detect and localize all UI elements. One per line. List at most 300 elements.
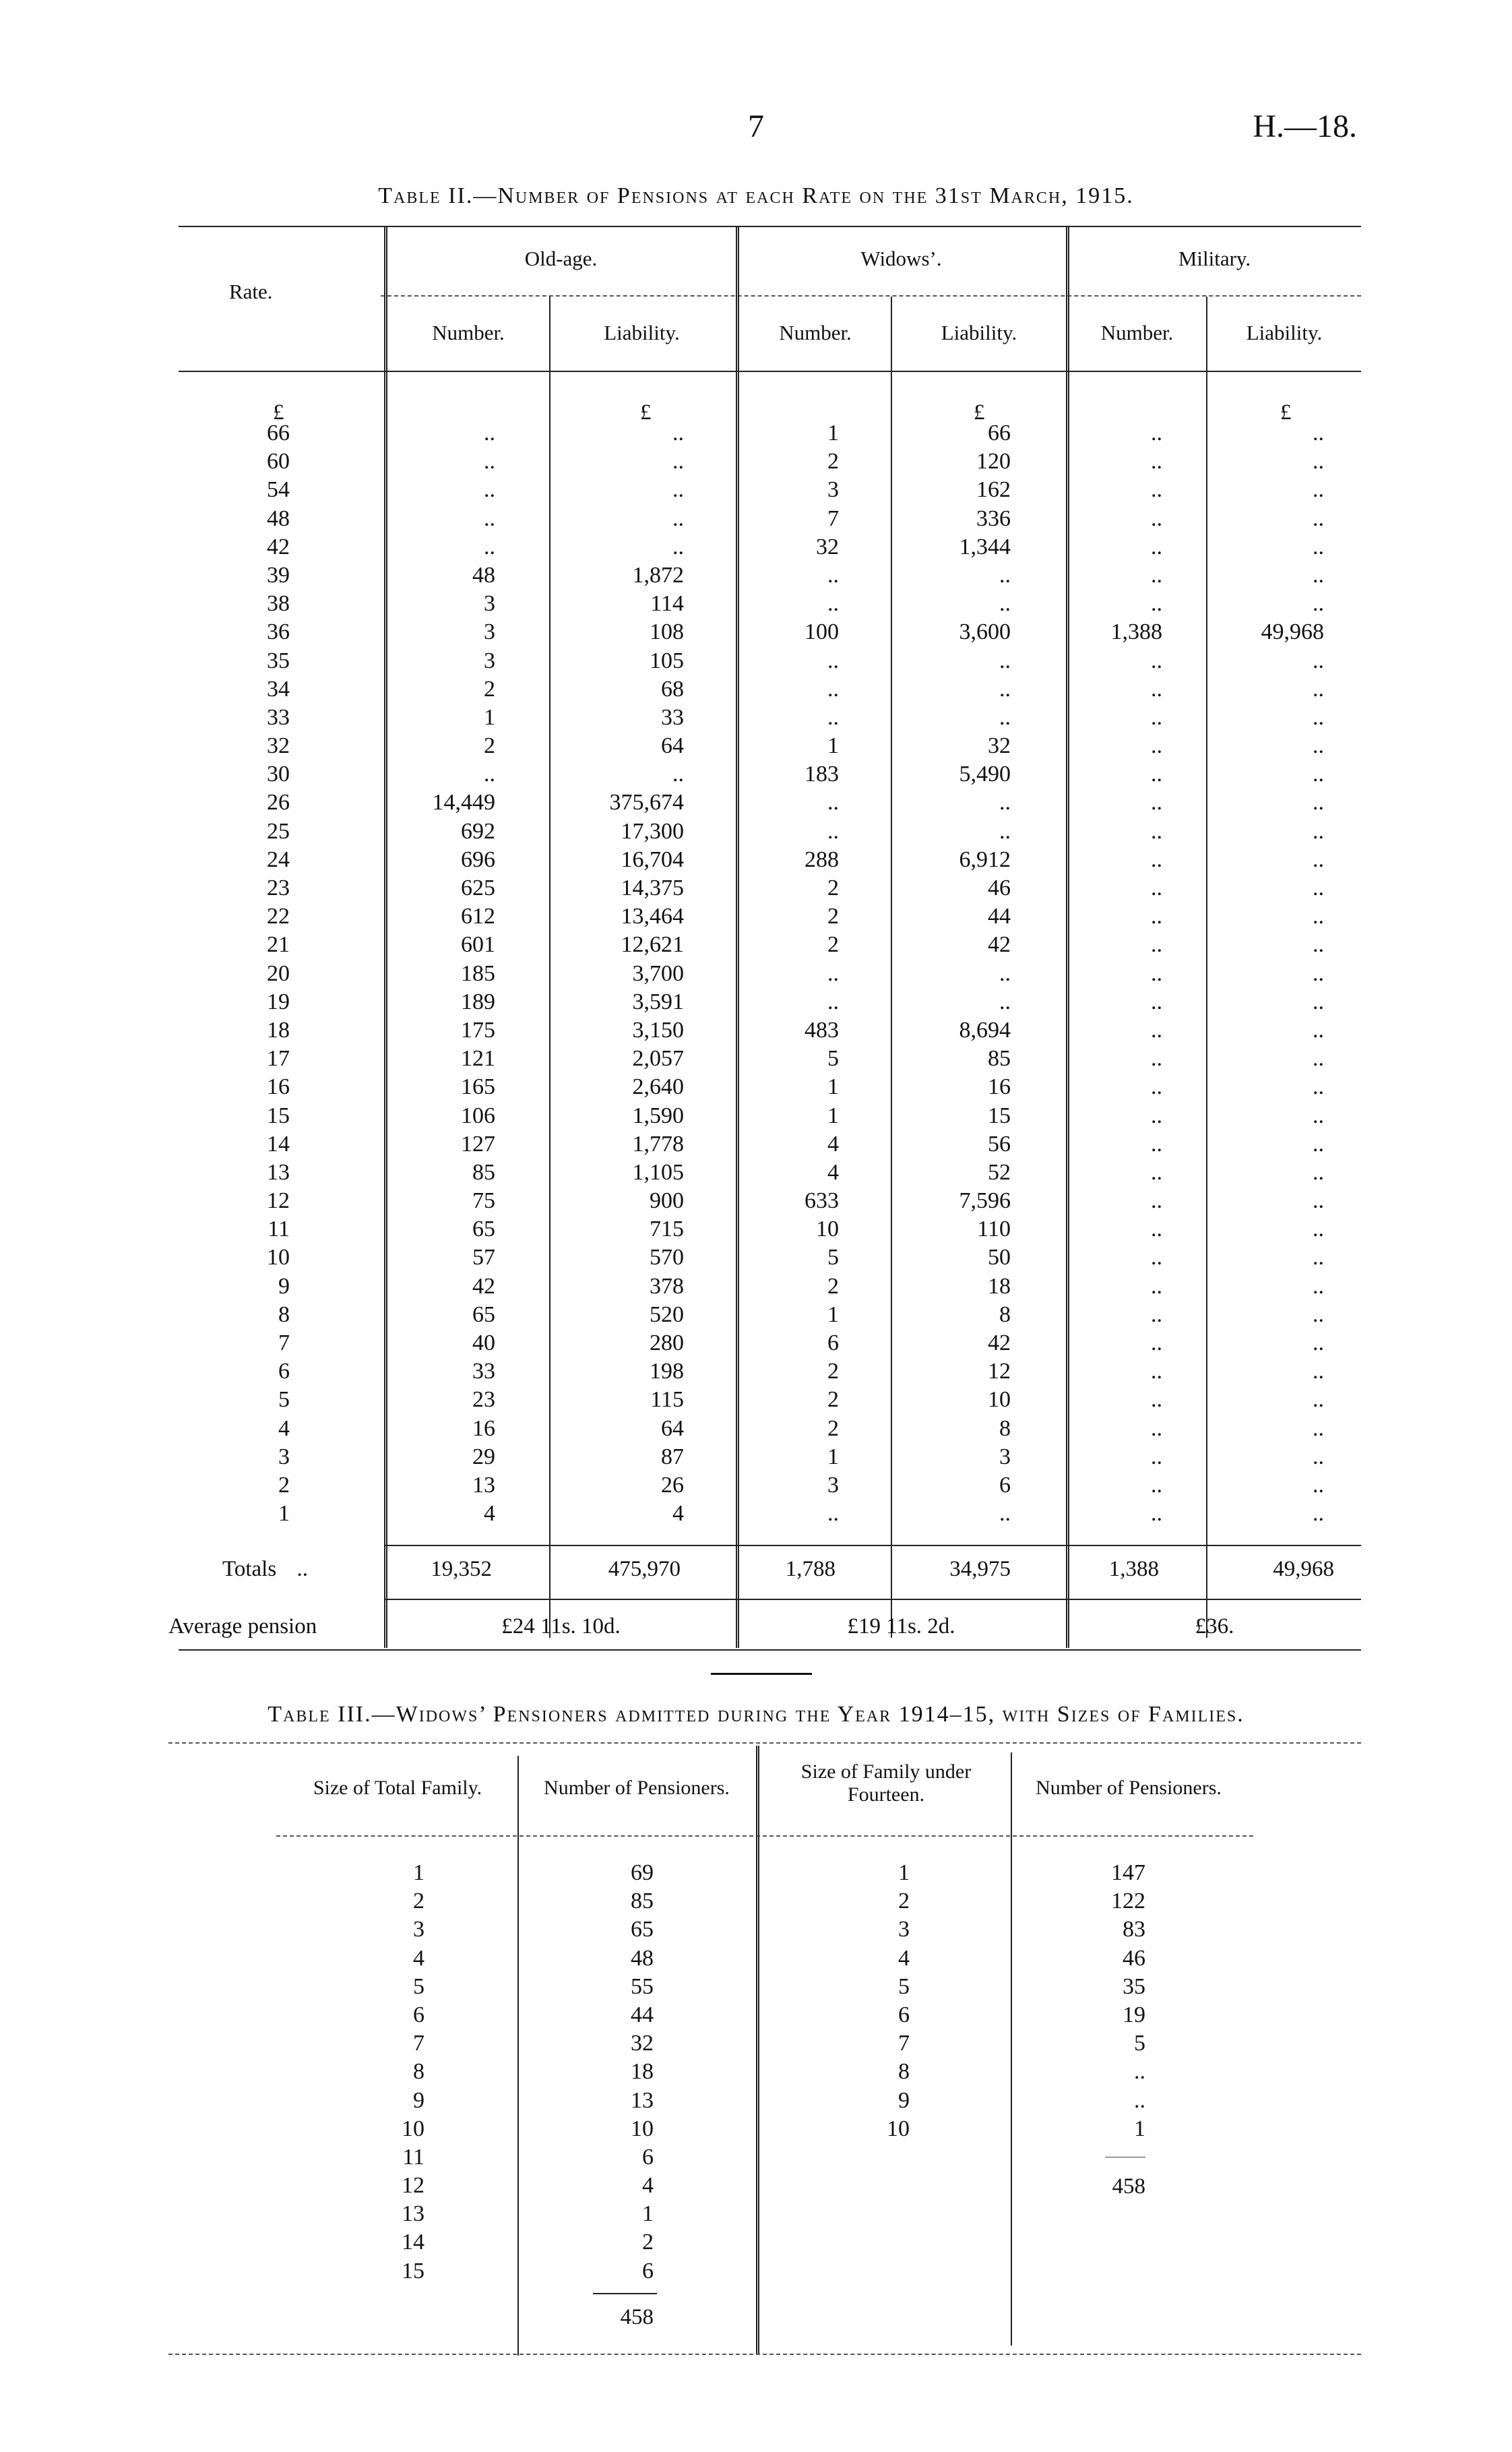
widows-number-cell: 3 — [827, 1472, 839, 1498]
widows-liability-cell: 18 — [988, 1273, 1011, 1299]
old-age-header: Old-age. — [524, 247, 598, 270]
oldage-liability-cell: 87 — [661, 1444, 684, 1469]
totals-widows-liability: 34,975 — [949, 1557, 1011, 1581]
pensioners2-header: Number of Pensioners. — [1036, 1777, 1222, 1799]
widows-liability-cell: .. — [999, 1501, 1011, 1527]
under-fourteen-pensioners-cell: 1 — [1134, 2116, 1145, 2141]
widows-liability-cell: .. — [999, 790, 1011, 816]
rate-cell: 1 — [278, 1501, 290, 1527]
oldage-liability-cell: 114 — [650, 591, 684, 617]
rate-cell: 10 — [267, 1245, 290, 1270]
military-liability-cell: .. — [1313, 1359, 1324, 1384]
totals-oldage-liability: 475,970 — [608, 1557, 681, 1581]
rate-cell: 42 — [267, 534, 290, 559]
widows-number-cell: .. — [827, 648, 839, 673]
military-header: Military. — [1178, 247, 1251, 270]
total-family-size-cell: 8 — [413, 2059, 424, 2085]
widows-number-cell: 2 — [827, 1415, 839, 1441]
military-number-cell: .. — [1151, 1273, 1162, 1299]
military-liability-cell: .. — [1313, 676, 1324, 702]
rate-header: Rate. — [229, 280, 273, 303]
military-liability-cell: .. — [1313, 648, 1324, 673]
under-fourteen-size-cell: 4 — [898, 1945, 910, 1971]
rate-cell: 20 — [267, 960, 290, 986]
widows-number-cell: 183 — [805, 762, 839, 787]
table2-bottom-rule — [179, 1649, 1361, 1651]
table2-top-rule — [179, 226, 1361, 227]
widows-number-column — [761, 419, 839, 1528]
military-liability-cell: .. — [1313, 562, 1324, 588]
widows-liability-cell: 42 — [988, 1330, 1011, 1355]
widows-liability-cell: 120 — [976, 449, 1011, 474]
total-family-size-cell: 2 — [413, 1889, 424, 1914]
total-family-size-cell: 4 — [413, 1945, 424, 1971]
under-fourteen-pensioners-cell: .. — [1134, 2059, 1145, 2085]
oldage-liability-cell: 1,590 — [632, 1103, 684, 1128]
oldage-liability-cell: 3,700 — [632, 960, 684, 986]
widows-liability-header: Liability. — [941, 321, 1017, 344]
oldage-liability-cell: 16,704 — [621, 847, 684, 872]
under-fourteen-pensioners-cell: 83 — [1123, 1917, 1145, 1942]
widows-liability-cell: 162 — [976, 477, 1011, 503]
oldage-number-cell: 40 — [472, 1330, 495, 1355]
total-family-size-cell: 10 — [402, 2116, 424, 2141]
widows-liability-cell: 3,600 — [959, 619, 1011, 645]
military-number-cell: .. — [1151, 1103, 1162, 1128]
military-liability-column — [1213, 419, 1324, 1528]
oldage-number-cell: 57 — [472, 1245, 495, 1270]
military-number-cell: .. — [1151, 1188, 1162, 1214]
military-number-cell: .. — [1151, 1330, 1162, 1355]
family-under-fourteen-header: Size of Family under Fourteen. — [800, 1760, 972, 1806]
table3-header-rule — [276, 1835, 1253, 1837]
widows-number-cell: 5 — [827, 1245, 839, 1270]
rate-cell: 16 — [267, 1074, 290, 1100]
widows-number-cell: .. — [827, 1501, 839, 1527]
oldage-number-cell: .. — [484, 421, 495, 446]
oldage-number-cell: 601 — [461, 932, 495, 958]
under-fourteen-size-cell: 10 — [887, 2116, 910, 2141]
oldage-number-cell: 16 — [472, 1415, 495, 1441]
military-liability-cell: .. — [1313, 449, 1324, 474]
oldage-liability-cell: 108 — [650, 619, 684, 645]
oldage-number-cell: 625 — [461, 876, 495, 900]
oldage-liability-header: Liability. — [604, 321, 680, 344]
rate-cell: 21 — [267, 932, 290, 958]
rate-cell: 36 — [267, 619, 290, 645]
widows-number-cell: 3 — [827, 477, 839, 503]
military-number-cell: .. — [1151, 676, 1162, 702]
oldage-liability-cell: 715 — [650, 1217, 684, 1242]
total-family-header: Size of Total Family. — [313, 1777, 482, 1799]
oldage-number-cell: 692 — [461, 818, 495, 844]
oldage-liability-cell: 3,591 — [632, 989, 684, 1014]
oldage-number-cell: .. — [484, 477, 495, 503]
widows-liability-cell: .. — [999, 818, 1011, 844]
military-number-cell: .. — [1151, 847, 1162, 872]
totals-military-liability: 49,968 — [1273, 1557, 1334, 1581]
total-family-pensioners-cell: 18 — [631, 2059, 654, 2085]
military-liability-cell: .. — [1313, 477, 1324, 503]
pensioners-header: Number of Pensioners. — [544, 1777, 730, 1799]
widows-number-cell: .. — [827, 960, 839, 986]
oldage-liability-cell: 17,300 — [621, 818, 684, 844]
average-oldage: £24 11s. 10d. — [501, 1614, 621, 1638]
oldage-liability-cell: 378 — [650, 1273, 684, 1299]
military-liability-cell: .. — [1313, 534, 1324, 559]
total-family-sum: 458 — [620, 2305, 654, 2329]
widows-liability-cell: 32 — [988, 733, 1011, 759]
widows-number-cell: 10 — [816, 1217, 839, 1242]
military-liability-cell: .. — [1313, 790, 1324, 816]
rate-column — [243, 419, 290, 1528]
oldage-liability-cell: 14,375 — [621, 876, 684, 900]
oldage-number-cell: .. — [484, 534, 495, 559]
average-military: £36. — [1195, 1614, 1234, 1638]
rate-cell: 30 — [267, 762, 290, 787]
widows-number-cell: 6 — [827, 1330, 839, 1355]
total-family-size-cell: 12 — [402, 2173, 424, 2199]
widows-liability-cell: .. — [999, 591, 1011, 617]
rate-cell: 34 — [267, 676, 290, 702]
totals-widows-number: 1,788 — [785, 1557, 836, 1581]
table3-bottom-rule — [168, 2354, 1361, 2355]
military-number-cell: .. — [1151, 989, 1162, 1014]
military-liability-cell: .. — [1313, 1074, 1324, 1100]
military-number-cell: .. — [1151, 1017, 1162, 1043]
oldage-pound-sign: £ — [640, 400, 652, 425]
oldage-number-cell: .. — [484, 505, 495, 531]
widows-liability-cell: .. — [999, 960, 1011, 986]
oldage-liability-cell: 1,778 — [632, 1131, 684, 1157]
military-liability-cell: .. — [1313, 1046, 1324, 1072]
totals-military-number: 1,388 — [1108, 1557, 1159, 1581]
oldage-liability-cell: 520 — [650, 1301, 684, 1327]
widows-liability-cell: .. — [999, 704, 1011, 730]
oldage-number-cell: 42 — [472, 1273, 495, 1299]
total-family-pensioners-cell: 6 — [642, 2258, 654, 2284]
oldage-liability-cell: .. — [672, 449, 684, 474]
oldage-number-header: Number. — [432, 321, 505, 344]
military-liability-cell: .. — [1313, 1472, 1324, 1498]
widows-liability-cell: 16 — [988, 1074, 1011, 1100]
oldage-number-cell: 33 — [472, 1359, 495, 1384]
total-family-size-column — [384, 1859, 424, 2286]
military-number-column — [1078, 419, 1162, 1528]
military-liability-cell: .. — [1313, 1415, 1324, 1441]
widows-number-cell: .. — [827, 989, 839, 1014]
total-family-size-cell: 6 — [413, 2002, 424, 2027]
under-fourteen-sum: 458 — [1112, 2174, 1145, 2199]
widows-liability-cell: 7,596 — [959, 1188, 1011, 1214]
total-family-pensioners-cell: 2 — [642, 2230, 654, 2255]
oldage-number-cell: 121 — [461, 1046, 495, 1072]
military-liability-cell: .. — [1313, 1217, 1324, 1242]
under-fourteen-size-cell: 8 — [898, 2059, 910, 2085]
military-number-cell: .. — [1151, 1472, 1162, 1498]
widows-number-cell: 2 — [827, 1359, 839, 1384]
widows-number-cell: .. — [827, 818, 839, 844]
total-family-pensioners-cell: 44 — [631, 2002, 654, 2027]
totals-label: Totals .. — [222, 1557, 308, 1581]
military-liability-cell: .. — [1313, 1131, 1324, 1157]
oldage-number-cell: 106 — [461, 1103, 495, 1128]
oldage-liability-cell: 280 — [650, 1330, 684, 1355]
total-family-pensioners-cell: 55 — [631, 1973, 654, 1999]
military-liability-cell: 49,968 — [1261, 619, 1324, 645]
military-number-cell: .. — [1151, 1501, 1162, 1527]
widows-number-cell: 4 — [827, 1131, 839, 1157]
widows-liability-cell: 8 — [999, 1301, 1011, 1327]
oldage-liability-cell: 13,464 — [621, 904, 684, 929]
rate-cell: 48 — [267, 505, 290, 531]
widows-liability-cell: 8 — [999, 1415, 1011, 1441]
widows-liability-cell: 8,694 — [959, 1017, 1011, 1043]
oldage-liability-cell: .. — [672, 534, 684, 559]
table2-header-rule — [179, 371, 1361, 372]
military-number-cell: .. — [1151, 790, 1162, 816]
under-fourteen-pensioners-cell: 5 — [1134, 2031, 1145, 2056]
oldage-liability-cell: 12,621 — [621, 932, 684, 958]
military-number-cell: .. — [1151, 1444, 1162, 1469]
military-number-cell: .. — [1151, 932, 1162, 958]
oldage-liability-cell: 3,150 — [632, 1017, 684, 1043]
rate-cell: 25 — [267, 818, 290, 844]
military-number-cell: .. — [1151, 1415, 1162, 1441]
total-family-pensioners-cell: 85 — [631, 1889, 654, 1914]
military-number-cell: .. — [1151, 733, 1162, 759]
military-number-header: Number. — [1100, 321, 1174, 344]
widows-liability-cell: 50 — [988, 1245, 1011, 1270]
military-number-cell: .. — [1151, 1359, 1162, 1384]
total-family-pensioners-cell: 13 — [631, 2087, 654, 2113]
rate-cell: 54 — [267, 477, 290, 503]
under-fourteen-size-cell: 5 — [898, 1973, 910, 1999]
military-liability-cell: .. — [1313, 818, 1324, 844]
military-liability-cell: .. — [1313, 989, 1324, 1014]
average-label: Average pension — [168, 1614, 317, 1638]
total-family-pensioners-cell: 4 — [642, 2173, 654, 2199]
total-family-pensioners-cell: 69 — [631, 1860, 654, 1885]
military-number-cell: .. — [1151, 449, 1162, 474]
oldage-number-cell: 65 — [472, 1301, 495, 1327]
military-liability-cell: .. — [1313, 762, 1324, 787]
oldage-liability-cell: .. — [672, 762, 684, 787]
widows-header: Widows’. — [860, 247, 942, 270]
under-fourteen-pensioners-cell: 122 — [1111, 1889, 1145, 1914]
military-number-cell: .. — [1151, 1301, 1162, 1327]
widows-number-cell: 5 — [827, 1046, 839, 1072]
rate-cell: 13 — [267, 1159, 290, 1185]
table2-vrule-widows-mid — [891, 297, 892, 1638]
rate-cell: 7 — [278, 1330, 290, 1355]
oldage-number-cell: 3 — [484, 648, 495, 673]
widows-liability-cell: .. — [999, 562, 1011, 588]
military-number-cell: .. — [1151, 421, 1162, 446]
military-number-cell: .. — [1151, 1131, 1162, 1157]
widows-liability-cell: 110 — [977, 1217, 1011, 1242]
military-liability-cell: .. — [1313, 1301, 1324, 1327]
totals-top-rule — [384, 1545, 1361, 1546]
oldage-number-cell: 612 — [461, 904, 495, 929]
military-liability-cell: .. — [1313, 847, 1324, 872]
military-liability-cell: .. — [1313, 1159, 1324, 1185]
rate-cell: 60 — [267, 449, 290, 474]
widows-liability-cell: 1,344 — [959, 534, 1011, 559]
widows-number-cell: 2 — [827, 1273, 839, 1299]
page-number: 7 — [748, 109, 764, 144]
oldage-liability-cell: .. — [672, 505, 684, 531]
military-liability-cell: .. — [1313, 591, 1324, 617]
widows-number-cell: .. — [827, 704, 839, 730]
table2-vrule-military-mid — [1206, 297, 1207, 1638]
pensioners-sum-rule — [593, 2293, 657, 2294]
under-fourteen-pensioners-cell: 46 — [1123, 1945, 1145, 1971]
oldage-number-cell: 65 — [472, 1217, 495, 1242]
military-number-cell: .. — [1151, 1245, 1162, 1270]
widows-liability-cell: 46 — [988, 876, 1011, 900]
widows-number-cell: 100 — [805, 619, 839, 645]
table3-title: Table III.—Widows’ Pensioners admitted during the Year 1914–15, with Sizes of Families. — [267, 1702, 1245, 1727]
widows-number-cell: .. — [827, 676, 839, 702]
under-fourteen-size-cell: 7 — [898, 2031, 910, 2056]
oldage-number-cell: 127 — [461, 1131, 495, 1157]
military-liability-cell: .. — [1313, 505, 1324, 531]
widows-liability-cell: .. — [999, 989, 1011, 1014]
total-family-pensioners-cell: 65 — [631, 1917, 654, 1942]
widows-liability-cell: 5,490 — [959, 762, 1011, 787]
oldage-liability-cell: 198 — [650, 1359, 684, 1384]
table2-vrule-rate — [384, 226, 387, 1648]
widows-number-cell: 32 — [816, 534, 839, 559]
military-number-cell: .. — [1151, 1217, 1162, 1242]
under-fourteen-size-cell: 1 — [898, 1860, 910, 1885]
widows-liability-cell: .. — [999, 676, 1011, 702]
oldage-liability-cell: 2,057 — [632, 1046, 684, 1072]
total-family-size-cell: 7 — [413, 2031, 424, 2056]
total-family-size-cell: 1 — [413, 1860, 424, 1885]
oldage-liability-cell: 2,640 — [632, 1074, 684, 1100]
table3-vrule-3 — [1011, 1752, 1012, 2346]
military-number-cell: .. — [1151, 1074, 1162, 1100]
under-fourteen-pensioners-cell: 35 — [1123, 1973, 1145, 1999]
widows-liability-column — [916, 419, 1011, 1528]
under-fourteen-pensioners-cell: 19 — [1123, 2002, 1145, 2027]
oldage-number-cell: 13 — [472, 1472, 495, 1498]
military-liability-cell: .. — [1313, 1245, 1324, 1270]
section-separator — [711, 1673, 812, 1675]
widows-number-cell: 1 — [827, 421, 839, 446]
widows-liability-cell: 85 — [988, 1046, 1011, 1072]
oldage-number-cell: 189 — [461, 989, 495, 1014]
widows-number-cell: 7 — [827, 505, 839, 531]
rate-cell: 3 — [278, 1444, 290, 1469]
widows-liability-cell: 66 — [988, 421, 1011, 446]
under-fourteen-pensioners-cell: 147 — [1111, 1860, 1145, 1885]
oldage-number-column — [404, 419, 495, 1528]
under-fourteen-pensioners-cell: .. — [1134, 2087, 1145, 2113]
average-widows: £19 11s. 2d. — [847, 1614, 955, 1638]
military-liability-cell: .. — [1313, 932, 1324, 958]
widows-number-cell: .. — [827, 790, 839, 816]
military-number-cell: .. — [1151, 591, 1162, 617]
widows-number-cell: 2 — [827, 449, 839, 474]
oldage-liability-cell: 64 — [661, 1415, 684, 1441]
oldage-liability-cell: 1,105 — [632, 1159, 684, 1185]
total-family-pensioners-cell: 1 — [642, 2201, 654, 2227]
widows-number-cell: 1 — [827, 1444, 839, 1469]
widows-number-cell: 483 — [805, 1017, 839, 1043]
oldage-number-cell: 2 — [484, 733, 495, 759]
rate-cell: 6 — [278, 1359, 290, 1384]
oldage-number-cell: 14,449 — [432, 790, 495, 816]
widows-number-header: Number. — [779, 321, 852, 344]
oldage-number-cell: 48 — [472, 562, 495, 588]
military-number-cell: .. — [1151, 1046, 1162, 1072]
widows-liability-cell: 56 — [988, 1131, 1011, 1157]
military-liability-cell: .. — [1313, 1387, 1324, 1413]
military-number-cell: .. — [1151, 960, 1162, 986]
total-family-size-cell: 3 — [413, 1917, 424, 1942]
military-liability-cell: .. — [1313, 1444, 1324, 1469]
widows-liability-cell: .. — [999, 648, 1011, 673]
military-number-cell: .. — [1151, 534, 1162, 559]
rate-cell: 38 — [267, 591, 290, 617]
oldage-liability-cell: 115 — [650, 1387, 684, 1413]
oldage-liability-cell: 64 — [661, 733, 684, 759]
military-liability-cell: .. — [1313, 421, 1324, 446]
military-number-cell: .. — [1151, 818, 1162, 844]
table3-top-rule — [168, 1742, 1361, 1744]
rate-cell: 15 — [267, 1103, 290, 1128]
military-liability-cell: .. — [1313, 1501, 1324, 1527]
oldage-liability-cell: 570 — [650, 1245, 684, 1270]
oldage-number-cell: 185 — [461, 960, 495, 986]
oldage-number-cell: 23 — [472, 1387, 495, 1413]
table2-vrule-widows — [736, 226, 739, 1648]
rate-cell: 17 — [267, 1046, 290, 1072]
military-number-cell: .. — [1151, 648, 1162, 673]
oldage-number-cell: 165 — [461, 1074, 495, 1100]
total-family-pensioners-cell: 10 — [631, 2116, 654, 2141]
widows-number-cell: 1 — [827, 1103, 839, 1128]
total-family-size-cell: 13 — [402, 2201, 424, 2227]
rate-cell: 39 — [267, 562, 290, 588]
rate-cell: 66 — [267, 421, 290, 446]
widows-number-cell: 633 — [805, 1188, 839, 1214]
widows-number-cell: 1 — [827, 1074, 839, 1100]
oldage-number-cell: 4 — [484, 1501, 495, 1527]
widows-liability-cell: 52 — [988, 1159, 1011, 1185]
oldage-number-cell: 1 — [484, 704, 495, 730]
rate-cell: 12 — [267, 1188, 290, 1214]
widows-liability-cell: 10 — [988, 1387, 1011, 1413]
rate-cell: 24 — [267, 847, 290, 872]
under-fourteen-pensioners-column — [1092, 1859, 1145, 2143]
total-family-pensioners-cell: 48 — [631, 1945, 654, 1971]
oldage-liability-cell: 900 — [650, 1188, 684, 1214]
military-liability-cell: .. — [1313, 960, 1324, 986]
widows-liability-cell: 42 — [988, 932, 1011, 958]
widows-number-cell: 1 — [827, 1301, 839, 1327]
military-number-cell: .. — [1151, 1387, 1162, 1413]
rate-cell: 35 — [267, 648, 290, 673]
oldage-liability-cell: 68 — [661, 676, 684, 702]
oldage-number-cell: 29 — [472, 1444, 495, 1469]
rate-cell: 26 — [267, 790, 290, 816]
widows-liability-cell: 336 — [976, 505, 1011, 531]
military-number-cell: .. — [1151, 562, 1162, 588]
